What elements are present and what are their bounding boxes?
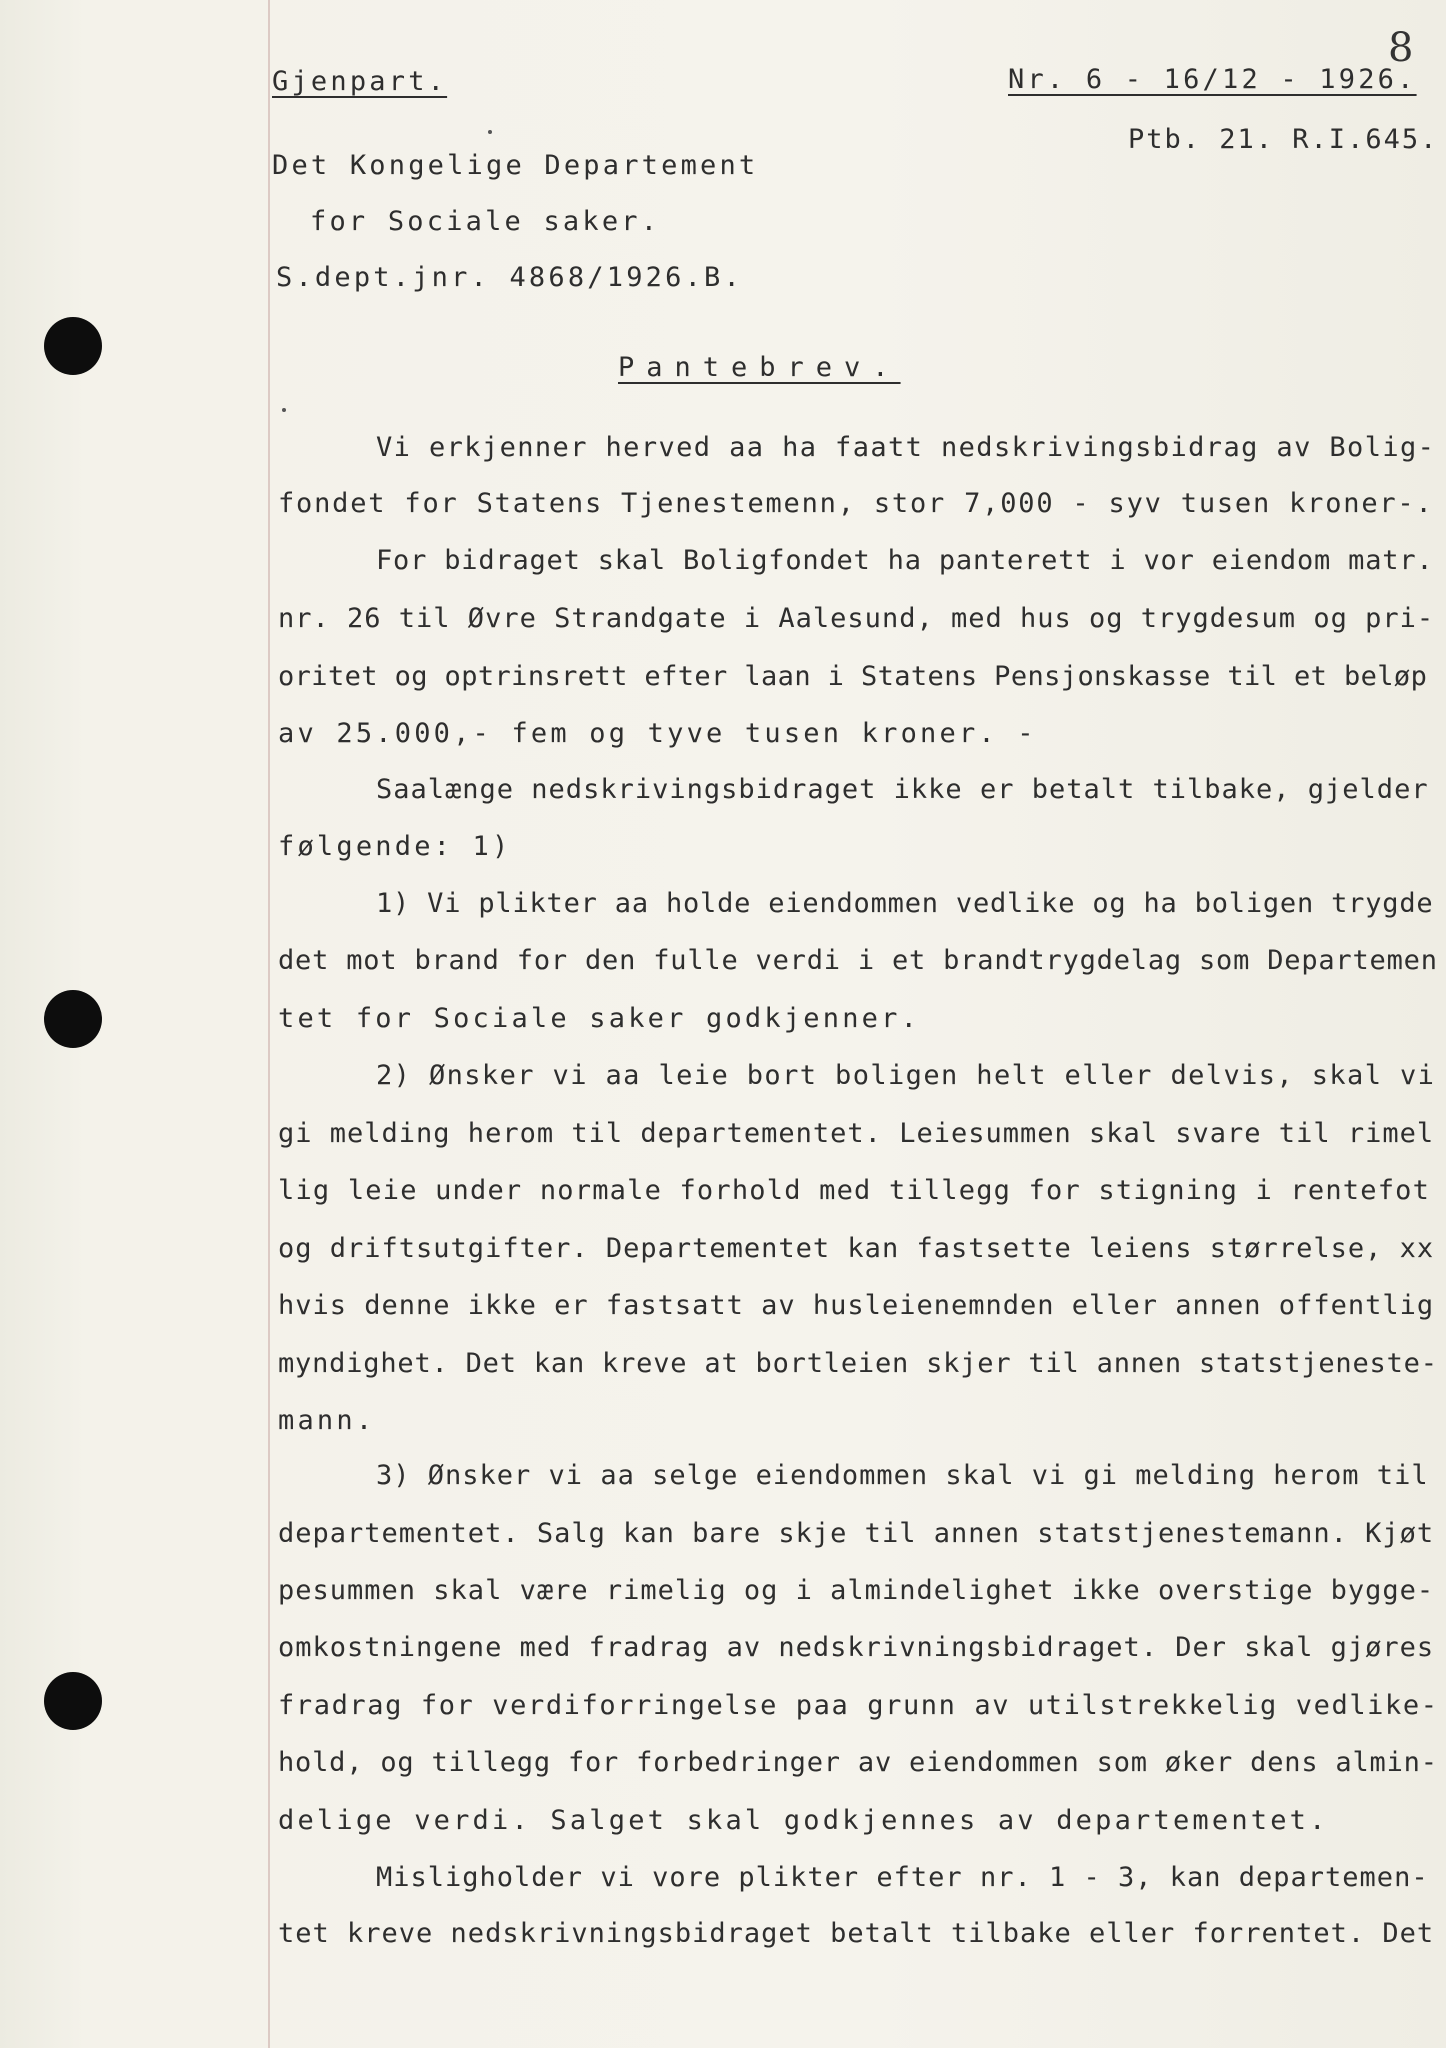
body-line: departementet. Salg kan bare skje til annen statstjenestemann. Kjøt — [278, 1518, 1435, 1549]
body-line: lig leie under normale forhold med tillegg for stigning i rentefot — [278, 1175, 1431, 1206]
body-line: hvis denne ikke er fastsatt av husleienemnden eller annen offentlig — [278, 1290, 1435, 1321]
body-line: følgende: 1) — [278, 831, 512, 862]
body-line: myndighet. Det kan kreve at bortleien skjer til annen statstjeneste- — [278, 1348, 1438, 1379]
body-line: pesummen skal være rimelig og i almindelighet ikke overstige bygge- — [278, 1575, 1435, 1606]
body-line: delige verdi. Salget skal godkjennes av departementet. — [278, 1805, 1329, 1836]
body-line: Vi erkjenner herved aa ha faatt nedskrivingsbidrag av Bolig- — [376, 432, 1436, 463]
address-line-3: S.dept.jnr. 4868/1926.B. — [276, 262, 743, 293]
ink-dot — [282, 408, 286, 412]
body-line: omkostningene med fradrag av nedskrivningsbidraget. Der skal gjøres — [278, 1632, 1435, 1663]
margin-line — [268, 0, 270, 2048]
body-line: fradrag for verdiforringelse paa grunn av utilstrekkelig vedlike- — [278, 1690, 1439, 1721]
handwritten-mark: 8 — [1388, 25, 1414, 71]
punch-hole-bottom — [44, 1672, 102, 1730]
header-number-date: Nr. 6 - 16/12 - 1926. — [1008, 64, 1417, 95]
body-line: oritet og optrinsrett efter laan i Statens Pensjonskasse til et beløp — [278, 661, 1428, 692]
header-gjenpart: Gjenpart. — [272, 66, 448, 97]
body-line: mann. — [278, 1405, 376, 1436]
ink-dot — [488, 130, 492, 134]
body-line: Saalænge nedskrivingsbidraget ikke er betalt tilbake, gjelder — [376, 774, 1429, 805]
document-title: Pantebrev. — [618, 352, 901, 383]
body-line: nr. 26 til Øvre Strandgate i Aalesund, med hus og trygdesum og pri- — [278, 603, 1435, 634]
body-line: tet for Sociale saker godkjenner. — [278, 1003, 921, 1034]
body-line: tet kreve nedskrivningsbidraget betalt tilbake eller forrentet. Det — [278, 1918, 1435, 1949]
body-line: gi melding herom til departementet. Leiesummen skal svare til rimel — [278, 1118, 1435, 1149]
body-line: 2) Ønsker vi aa leie bort boligen helt eller delvis, skal vi — [376, 1060, 1436, 1091]
body-line: 3) Ønsker vi aa selge eiendommen skal vi gi melding herom til — [376, 1460, 1429, 1491]
address-line-2: for Sociale saker. — [310, 206, 661, 237]
body-line: av 25.000,- fem og tyve tusen kroner. - — [278, 718, 1037, 749]
body-line: For bidraget skal Boligfondet ha panterett i vor eiendom matr. — [376, 545, 1434, 576]
punch-hole-top — [44, 317, 102, 375]
header-reference: Ptb. 21. R.I.645. — [1128, 124, 1439, 155]
body-line: og driftsutgifter. Departementet kan fastsette leiens størrelse, xx — [278, 1233, 1435, 1264]
body-line: det mot brand for den fulle verdi i et brandtrygdelag som Departemen — [278, 945, 1438, 976]
punch-hole-middle — [44, 990, 102, 1048]
address-line-1: Det Kongelige Departement — [272, 150, 759, 181]
body-line: hold, og tillegg for forbedringer av eiendommen som øker dens almin- — [278, 1747, 1438, 1778]
body-line: fondet for Statens Tjenestemenn, stor 7,000 - syv tusen kroner-. — [278, 488, 1434, 519]
body-line: Misligholder vi vore plikter efter nr. 1 - 3, kan departemen- — [376, 1862, 1429, 1893]
body-line: 1) Vi plikter aa holde eiendommen vedlike og ha boligen trygde — [376, 888, 1434, 919]
